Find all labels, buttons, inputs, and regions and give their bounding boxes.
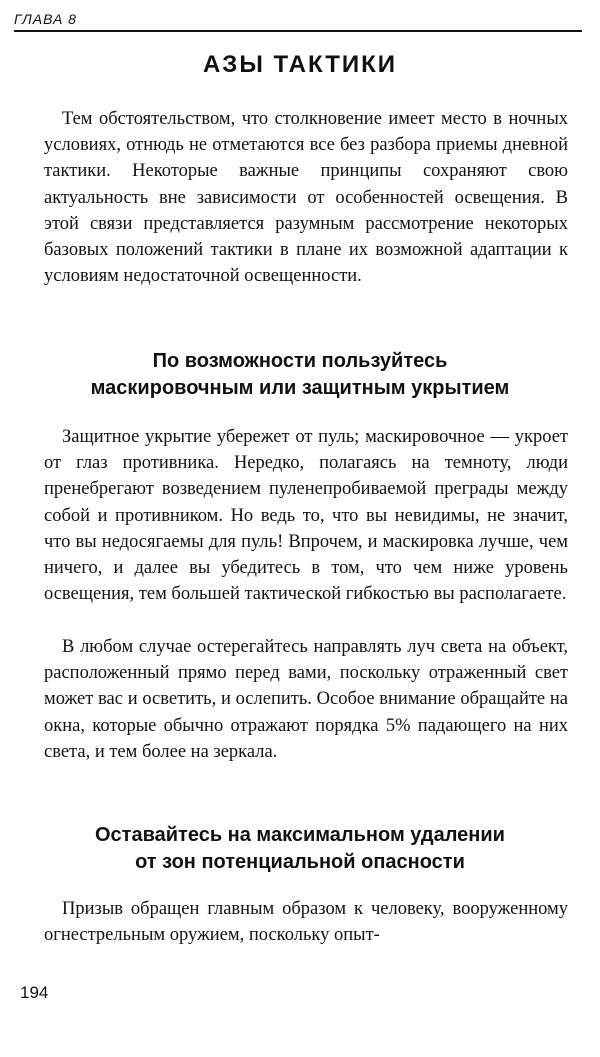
section-heading-line: маскировочным или защитным укрытием <box>90 377 510 399</box>
section-heading-distance <box>0 822 600 876</box>
section-heading-line: от зон потенциальной опасности <box>135 851 465 873</box>
section-heading-cover <box>0 348 600 402</box>
body-paragraph: В любом случае остерегайтесь направлять луч света на объект, расположенный прямо перед вами, поскольку отраженный свет может вас и осветить, и ослепить. Особое внимание обращайте на окна, которые обычно отражают порядка 5% падающего на них света, и тем более на зеркала. <box>44 637 568 762</box>
page-number: 194 <box>20 983 49 1002</box>
section-heading-line: Оставайтесь на максимальном удалении <box>95 824 505 846</box>
section-heading-line: По возможности пользуйтесь <box>152 350 448 372</box>
running-head: ГЛАВА 8 <box>14 10 582 32</box>
body-paragraph: Защитное укрытие убережет от пуль; маскировочное — укроет от глаз противника. Нередко, полагаясь на темноту, люди пренебрегают возведением пуленепробиваемой преграды между собой и противником. Но ведь то, что вы невидимы, не значит, что вы недосягаемы для пуль! Впрочем, и маскировка лучше, чем ничего, и далее вы убедитесь в том, что чем ниже уровень освещения, тем большей тактической гибкостью вы располагаете. <box>44 427 568 605</box>
intro-paragraph: Тем обстоятельством, что столкновение имеет место в ночных условиях, отнюдь не отметаются все без разбора приемы дневной тактики. Некоторые важные принципы сохраняют свою актуальность вне зависимости от особенностей освещения. В этой связи представляется разумным рассмотрение некоторых базовых положений тактики в плане их возможной адаптации к условиям недостаточной освещенности. <box>44 109 568 287</box>
body-paragraph: Призыв обращен главным образом к человеку, вооруженному огнестрельным оружием, поскольку опыт- <box>44 899 568 946</box>
chapter-title: АЗЫ ТАКТИКИ <box>202 51 398 78</box>
